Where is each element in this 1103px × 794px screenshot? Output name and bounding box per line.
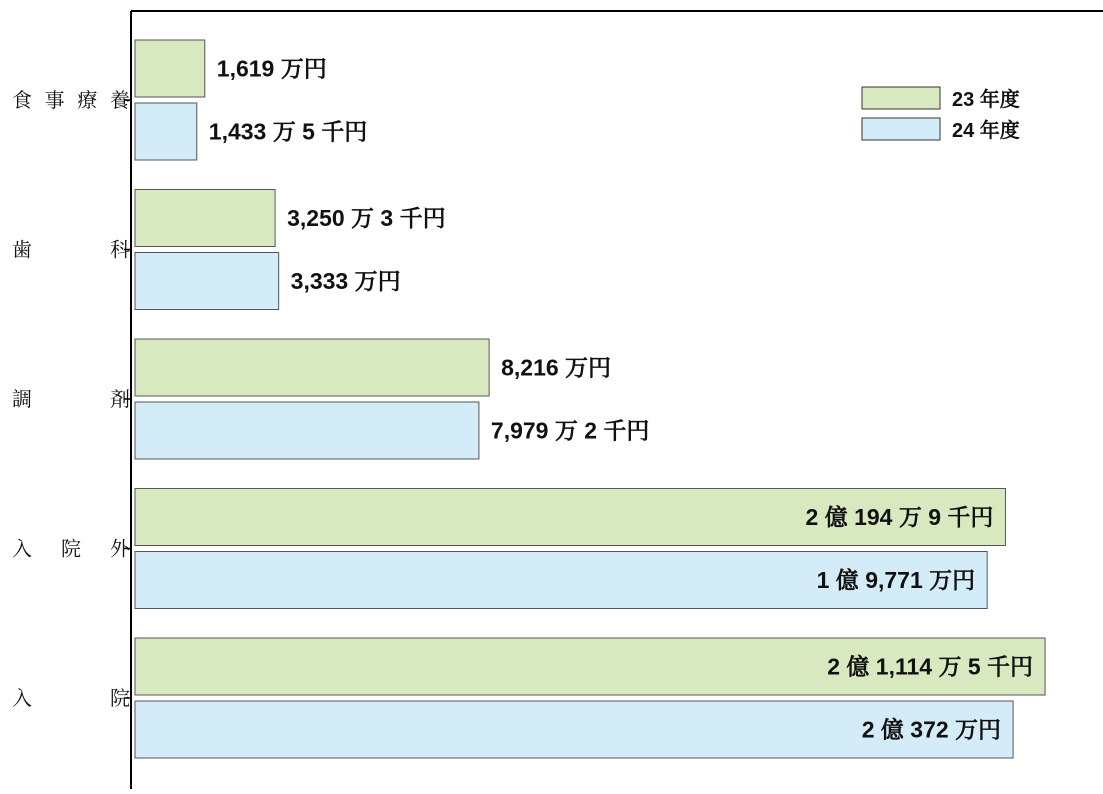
category-label: 歯 科: [12, 239, 132, 262]
value-label: 2 億 194 万 9 千円: [805, 504, 994, 530]
category-label: 入 院: [12, 688, 132, 710]
bar-fy24: [135, 402, 479, 459]
value-label: 8,216 万円: [501, 354, 612, 381]
value-label: 1 億 9,771 万円: [816, 567, 976, 593]
bar-fy24: [135, 253, 279, 310]
legend-swatch: [862, 118, 940, 140]
value-label: 3,250 万 3 千円: [287, 205, 446, 231]
legend-label: 23 年度: [952, 89, 1020, 111]
bar-fy23: [135, 40, 205, 97]
value-label: 1,619 万円: [216, 55, 327, 82]
category-label: 調 剤: [12, 389, 132, 411]
legend-swatch: [862, 87, 940, 109]
value-label: 7,979 万 2 千円: [490, 417, 650, 444]
category-label: 入 院 外: [12, 538, 132, 561]
bar-fy23: [135, 339, 489, 396]
value-label: 2 億 1,114 万 5 千円: [827, 653, 1034, 680]
bar-fy23: [135, 190, 275, 247]
value-label: 1,433 万 5 千円: [208, 118, 368, 145]
category-label: 食 事 療 養: [12, 90, 132, 112]
value-label: 2 億 372 万円: [861, 716, 1002, 743]
bar-fy24: [135, 103, 197, 160]
legend-label: 24 年度: [952, 120, 1020, 142]
value-label: 3,333 万円: [290, 268, 401, 294]
